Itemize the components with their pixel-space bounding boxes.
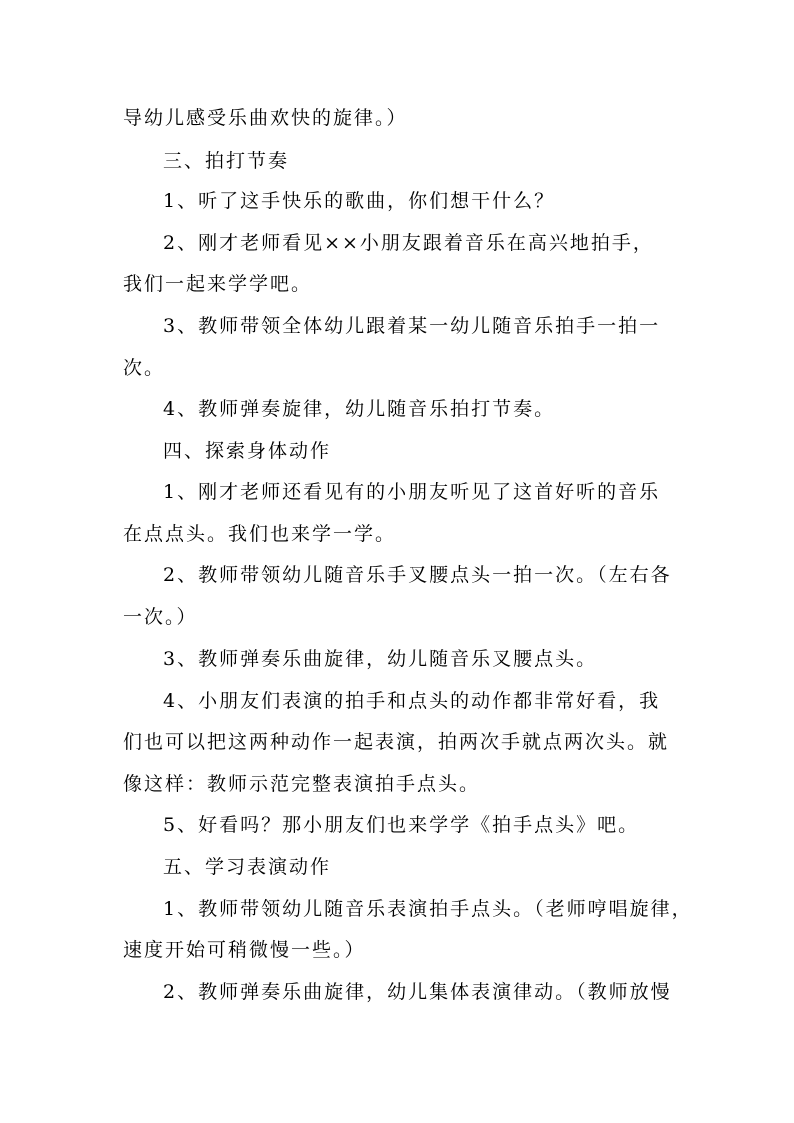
section-heading: 五、学习表演动作 xyxy=(163,856,332,878)
text-line: 3、教师带领全体幼儿跟着某一幼儿随音乐拍手一拍一 xyxy=(163,315,661,337)
text-line: 我们一起来学学吧。 xyxy=(123,273,313,295)
text-line: 4、教师弹奏旋律，幼儿随音乐拍打节奏。 xyxy=(163,398,556,420)
text-line: 4、小朋友们表演的拍手和点头的动作都非常好看，我 xyxy=(163,690,661,712)
text-line: 2、教师弹奏乐曲旋律，幼儿集体表演律动。（教师放慢 xyxy=(163,981,672,1003)
text-line: 速度开始可稍微慢一些。） xyxy=(123,939,366,961)
text-line: 1、教师带领幼儿随音乐表演拍手点头。（老师哼唱旋律， xyxy=(163,898,693,920)
text-line: 像这样：教师示范完整表演拍手点头。 xyxy=(123,773,481,795)
text-line: 导幼儿感受乐曲欢快的旋律。） xyxy=(123,107,408,129)
text-line: 1、刚才老师还看见有的小朋友听见了这首好听的音乐 xyxy=(163,481,661,503)
text-line: 一次。） xyxy=(123,606,198,628)
text-line: 们也可以把这两种动作一起表演，拍两次手就点两次头。就 xyxy=(123,731,670,753)
text-line: 在点点头。我们也来学一学。 xyxy=(123,523,397,545)
section-heading: 三、拍打节奏 xyxy=(163,150,290,172)
text-line: 5、好看吗？那小朋友们也来学学《拍手点头》吧。 xyxy=(163,814,640,836)
text-line: 2、教师带领幼儿随音乐手叉腰点头一拍一次。（左右各 xyxy=(163,564,672,586)
text-line: 次。 xyxy=(123,357,166,379)
text-line: 2、刚才老师看见××小朋友跟着音乐在高兴地拍手， xyxy=(163,232,654,254)
text-line: 1、听了这手快乐的歌曲，你们想干什么？ xyxy=(163,190,556,212)
section-heading: 四、探索身体动作 xyxy=(163,440,332,462)
text-line: 3、教师弹奏乐曲旋律，幼儿随音乐叉腰点头。 xyxy=(163,648,598,670)
